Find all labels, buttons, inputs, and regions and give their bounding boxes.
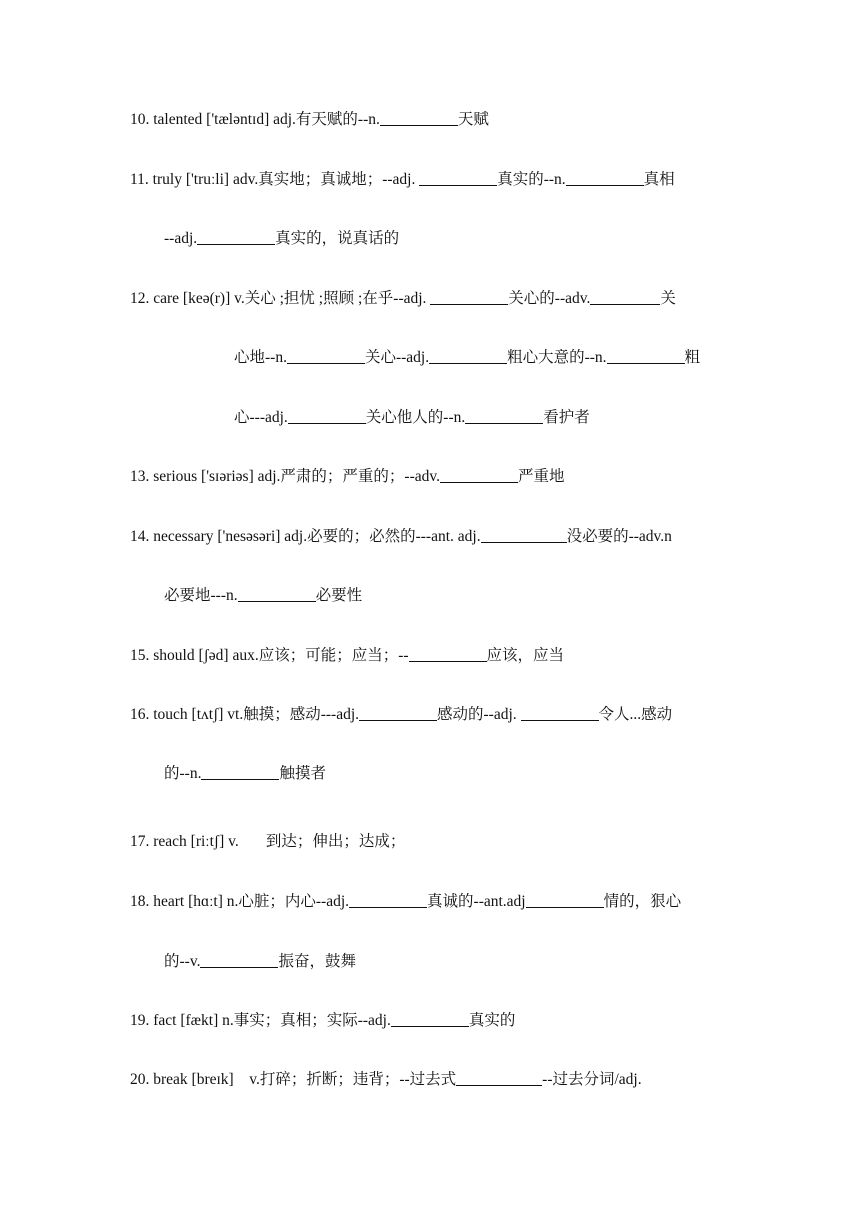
vocab-item-11 [130,170,675,190]
entry-text: 真实的--n. [497,171,566,188]
vocab-item-10 [130,110,489,130]
vocab-item-15 [130,646,564,666]
entry-text: 振奋，鼓舞 [278,953,356,970]
entry-text: 严重地 [518,468,565,485]
entry-text: --adj. [164,230,198,247]
entry-text: 粗 [684,349,701,366]
vocab-item-18 [130,892,681,912]
entry-text: 令人...感动 [598,706,673,723]
entry-text: 17. reach [riːtʃ] v. 到达；伸出；达成； [130,833,406,850]
answer-blank[interactable] [287,349,365,364]
vocab-item-17 [130,832,405,852]
entry-text: --过去分词/adj. [542,1071,642,1088]
answer-blank[interactable] [481,528,567,543]
entry-text: 感动的--adj. [437,706,521,723]
answer-blank[interactable] [521,706,599,721]
entry-text: 心地--n. [234,349,287,366]
vocab-item-12 [130,289,676,309]
entry-text: 12. care [keə(r)] v.关心 ;担忧 ;照顾 ;在乎--adj. [130,290,431,307]
answer-blank[interactable] [349,893,427,908]
answer-blank[interactable] [197,230,275,245]
entry-text: 关心他人的--n. [365,409,466,426]
entry-text: 真实的，说真话的 [275,230,400,247]
answer-blank[interactable] [391,1012,469,1027]
answer-blank[interactable] [288,409,366,424]
answer-blank[interactable] [429,349,507,364]
entry-text: 心---adj. [234,409,288,426]
answer-blank[interactable] [380,111,458,126]
answer-blank[interactable] [440,468,518,483]
answer-blank[interactable] [359,706,437,721]
vocab-item-19 [130,1011,515,1031]
answer-blank[interactable] [456,1071,542,1086]
answer-blank[interactable] [409,647,487,662]
entry-text: 的--n. [164,765,202,782]
entry-text: 情的，狠心 [603,893,682,910]
vocab-item-16-cont [164,764,326,784]
answer-blank[interactable] [430,290,508,305]
entry-text: 19. fact [fækt] n.事实；真相；实际--adj. [130,1012,391,1029]
answer-blank[interactable] [200,953,278,968]
vocab-item-14-cont [164,586,362,606]
entry-text: 11. truly ['truːli] adv.真实地；真诚地；--adj. [130,171,420,188]
entry-text: 应该，应当 [486,647,565,664]
answer-blank[interactable] [590,290,660,305]
entry-text: 关心--adj. [364,349,430,366]
answer-blank[interactable] [419,171,497,186]
answer-blank[interactable] [238,587,316,602]
entry-text: 必要性 [315,587,363,604]
entry-text: 13. serious ['sɪəriəs] adj.严肃的；严重的；--adv. [130,468,441,485]
entry-text: 10. talented ['tæləntɪd] adj.有天赋的--n. [130,111,380,128]
entry-text: 粗心大意的--n. [507,349,607,366]
answer-blank[interactable] [526,893,604,908]
answer-blank[interactable] [201,765,279,780]
entry-text: 20. break [breɪk] v.打碎；折断；违背；--过去式 [130,1071,457,1088]
entry-text: 触摸者 [279,765,326,782]
entry-text: 天赋 [457,111,489,128]
entry-text: 真相 [643,171,675,188]
entry-text: 真实的 [468,1012,516,1029]
vocab-item-12-cont [234,348,700,368]
vocab-item-18-cont [164,952,356,972]
entry-text: 的--v. [164,953,201,970]
entry-text: 18. heart [hɑːt] n.心脏；内心--adj. [130,893,350,910]
entry-text: 关心的--adv. [508,290,591,307]
entry-text: 必要地---n. [164,587,238,604]
entry-text: 16. touch [tʌtʃ] vt.触摸；感动---adj. [130,706,360,723]
answer-blank[interactable] [607,349,685,364]
vocab-item-16 [130,705,672,725]
entry-text: 关 [660,290,676,307]
vocab-item-14 [130,527,672,547]
vocab-item-11-cont [164,229,399,249]
answer-blank[interactable] [566,171,644,186]
entry-text: 没必要的--adv.n [566,528,672,545]
entry-text: 14. necessary ['nesəsəri] adj.必要的；必然的---ant. adj. [130,528,481,545]
entry-text: 15. should [ʃəd] aux.应该；可能；应当；-- [130,647,409,664]
answer-blank[interactable] [465,409,543,424]
vocab-item-13 [130,467,565,487]
entry-text: 看护者 [543,409,590,426]
vocab-item-20 [130,1070,642,1090]
vocab-item-12-cont2 [234,408,590,428]
entry-text: 真诚的--ant.adj [427,893,526,910]
